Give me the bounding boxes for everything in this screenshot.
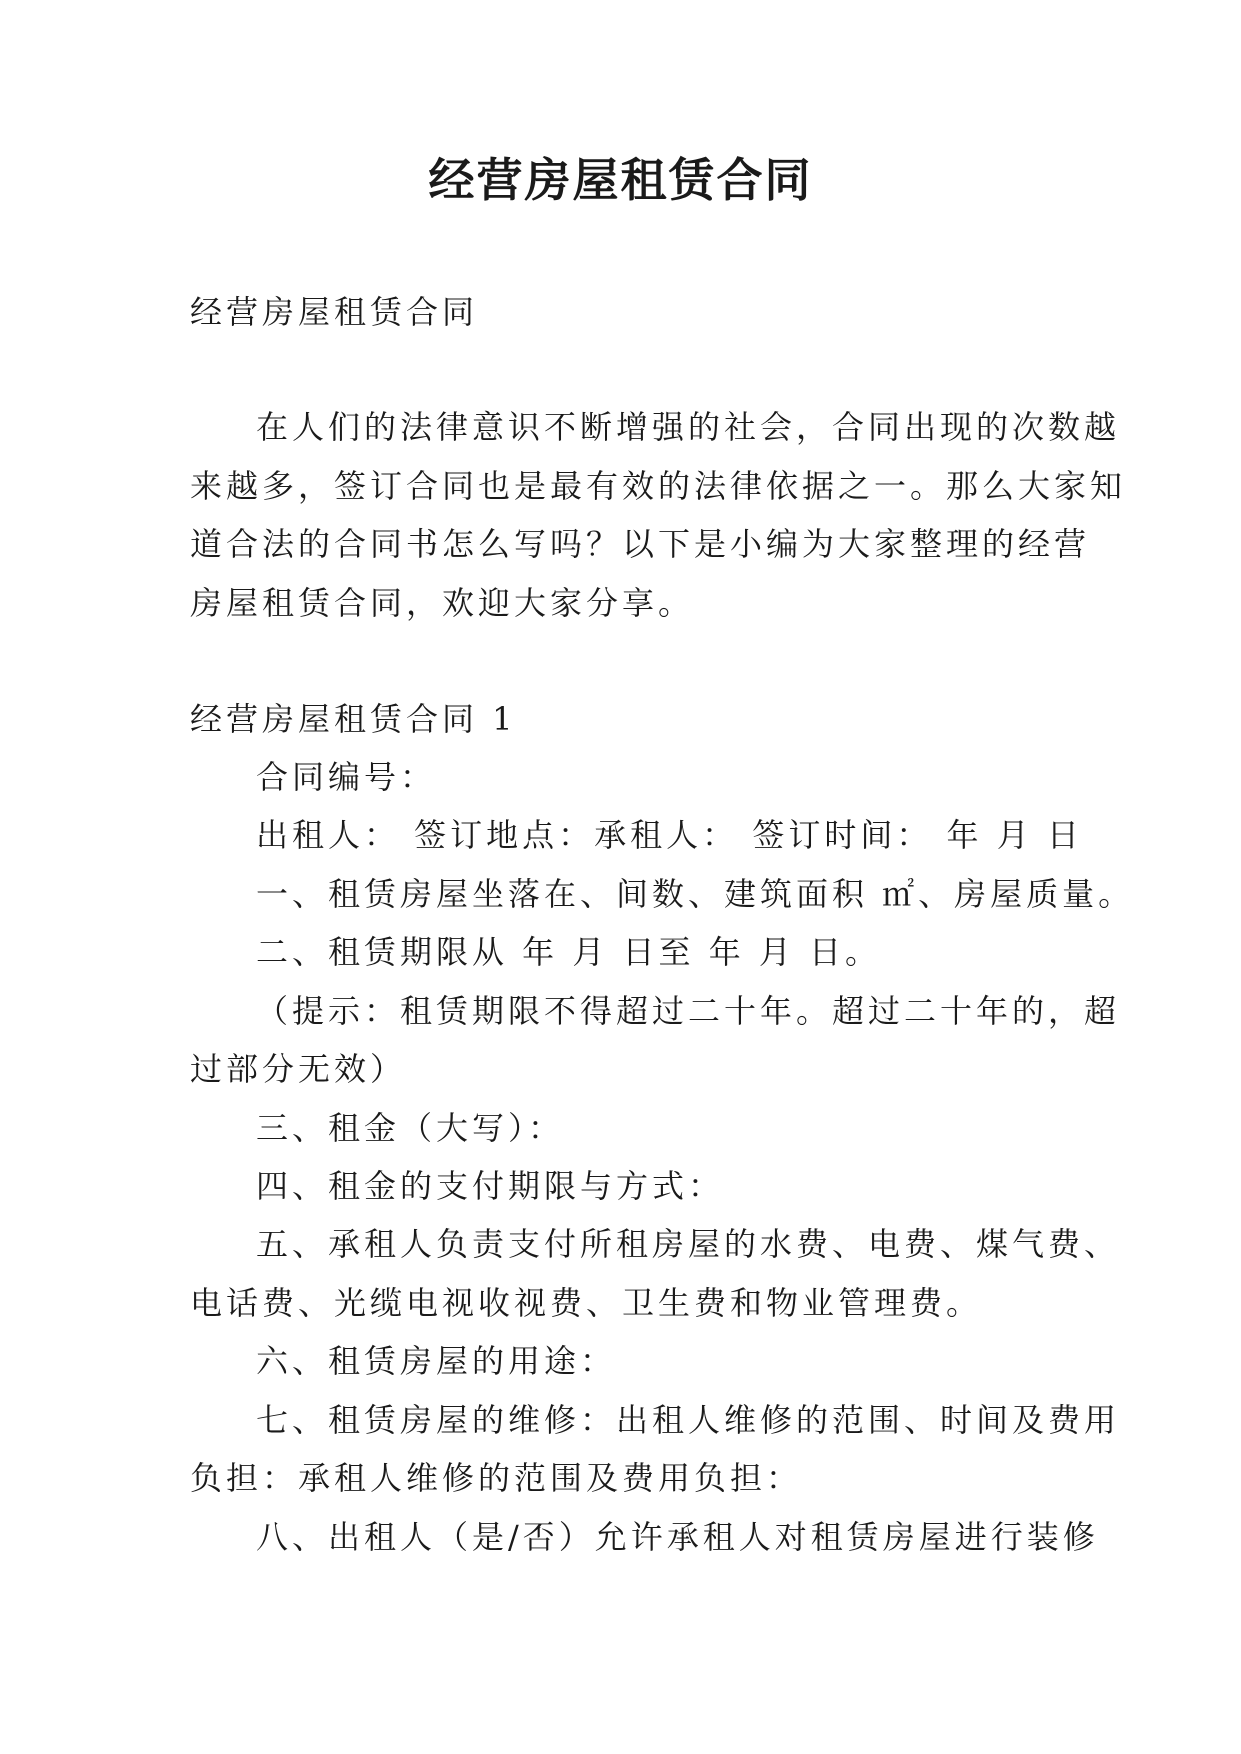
parties-line: 出租人： 签订地点：承租人： 签订时间： 年 月 日 [256,816,1083,854]
section-heading: 经营房屋租赁合同 1 [190,700,517,738]
clause-3: 三、租金（大写）： [256,1109,565,1147]
clause-8-line-1: 八、出租人（是/否）允许承租人对租赁房屋进行装修 [256,1518,1099,1556]
clause-7-line-1: 七、租赁房屋的维修：出租人维修的范围、时间及费用 [256,1401,1121,1439]
clause-2: 二、租赁期限从 年 月 日至 年 月 日。 [256,933,882,971]
document-subtitle: 经营房屋租赁合同 [190,293,479,331]
clause-1: 一、租赁房屋坐落在、间数、建筑面积 ㎡、房屋质量。 [256,875,1135,913]
intro-line-4: 房屋租赁合同，欢迎大家分享。 [190,584,695,622]
clause-5-line-1: 五、承租人负责支付所租房屋的水费、电费、煤气费、 [256,1225,1121,1263]
intro-line-1: 在人们的法律意识不断增强的社会，合同出现的次数越 [256,408,1121,446]
clause-6: 六、租赁房屋的用途： [256,1342,617,1380]
clause-2-note-line-1: （提示：租赁期限不得超过二十年。超过二十年的，超 [256,992,1121,1030]
document-title: 经营房屋租赁合同 [428,153,813,207]
intro-line-3: 道合法的合同书怎么写吗？以下是小编为大家整理的经营 [190,525,1091,563]
clause-4: 四、租金的支付期限与方式： [256,1167,725,1205]
clause-2-note-line-2: 过部分无效） [190,1050,407,1088]
clause-7-line-2: 负担：承租人维修的范围及费用负担： [190,1459,803,1497]
intro-line-2: 来越多，签订合同也是最有效的法律依据之一。那么大家知 [190,467,1127,505]
clause-5-line-2: 电话费、光缆电视收视费、卫生费和物业管理费。 [190,1284,983,1322]
contract-number-line: 合同编号： [256,758,437,796]
